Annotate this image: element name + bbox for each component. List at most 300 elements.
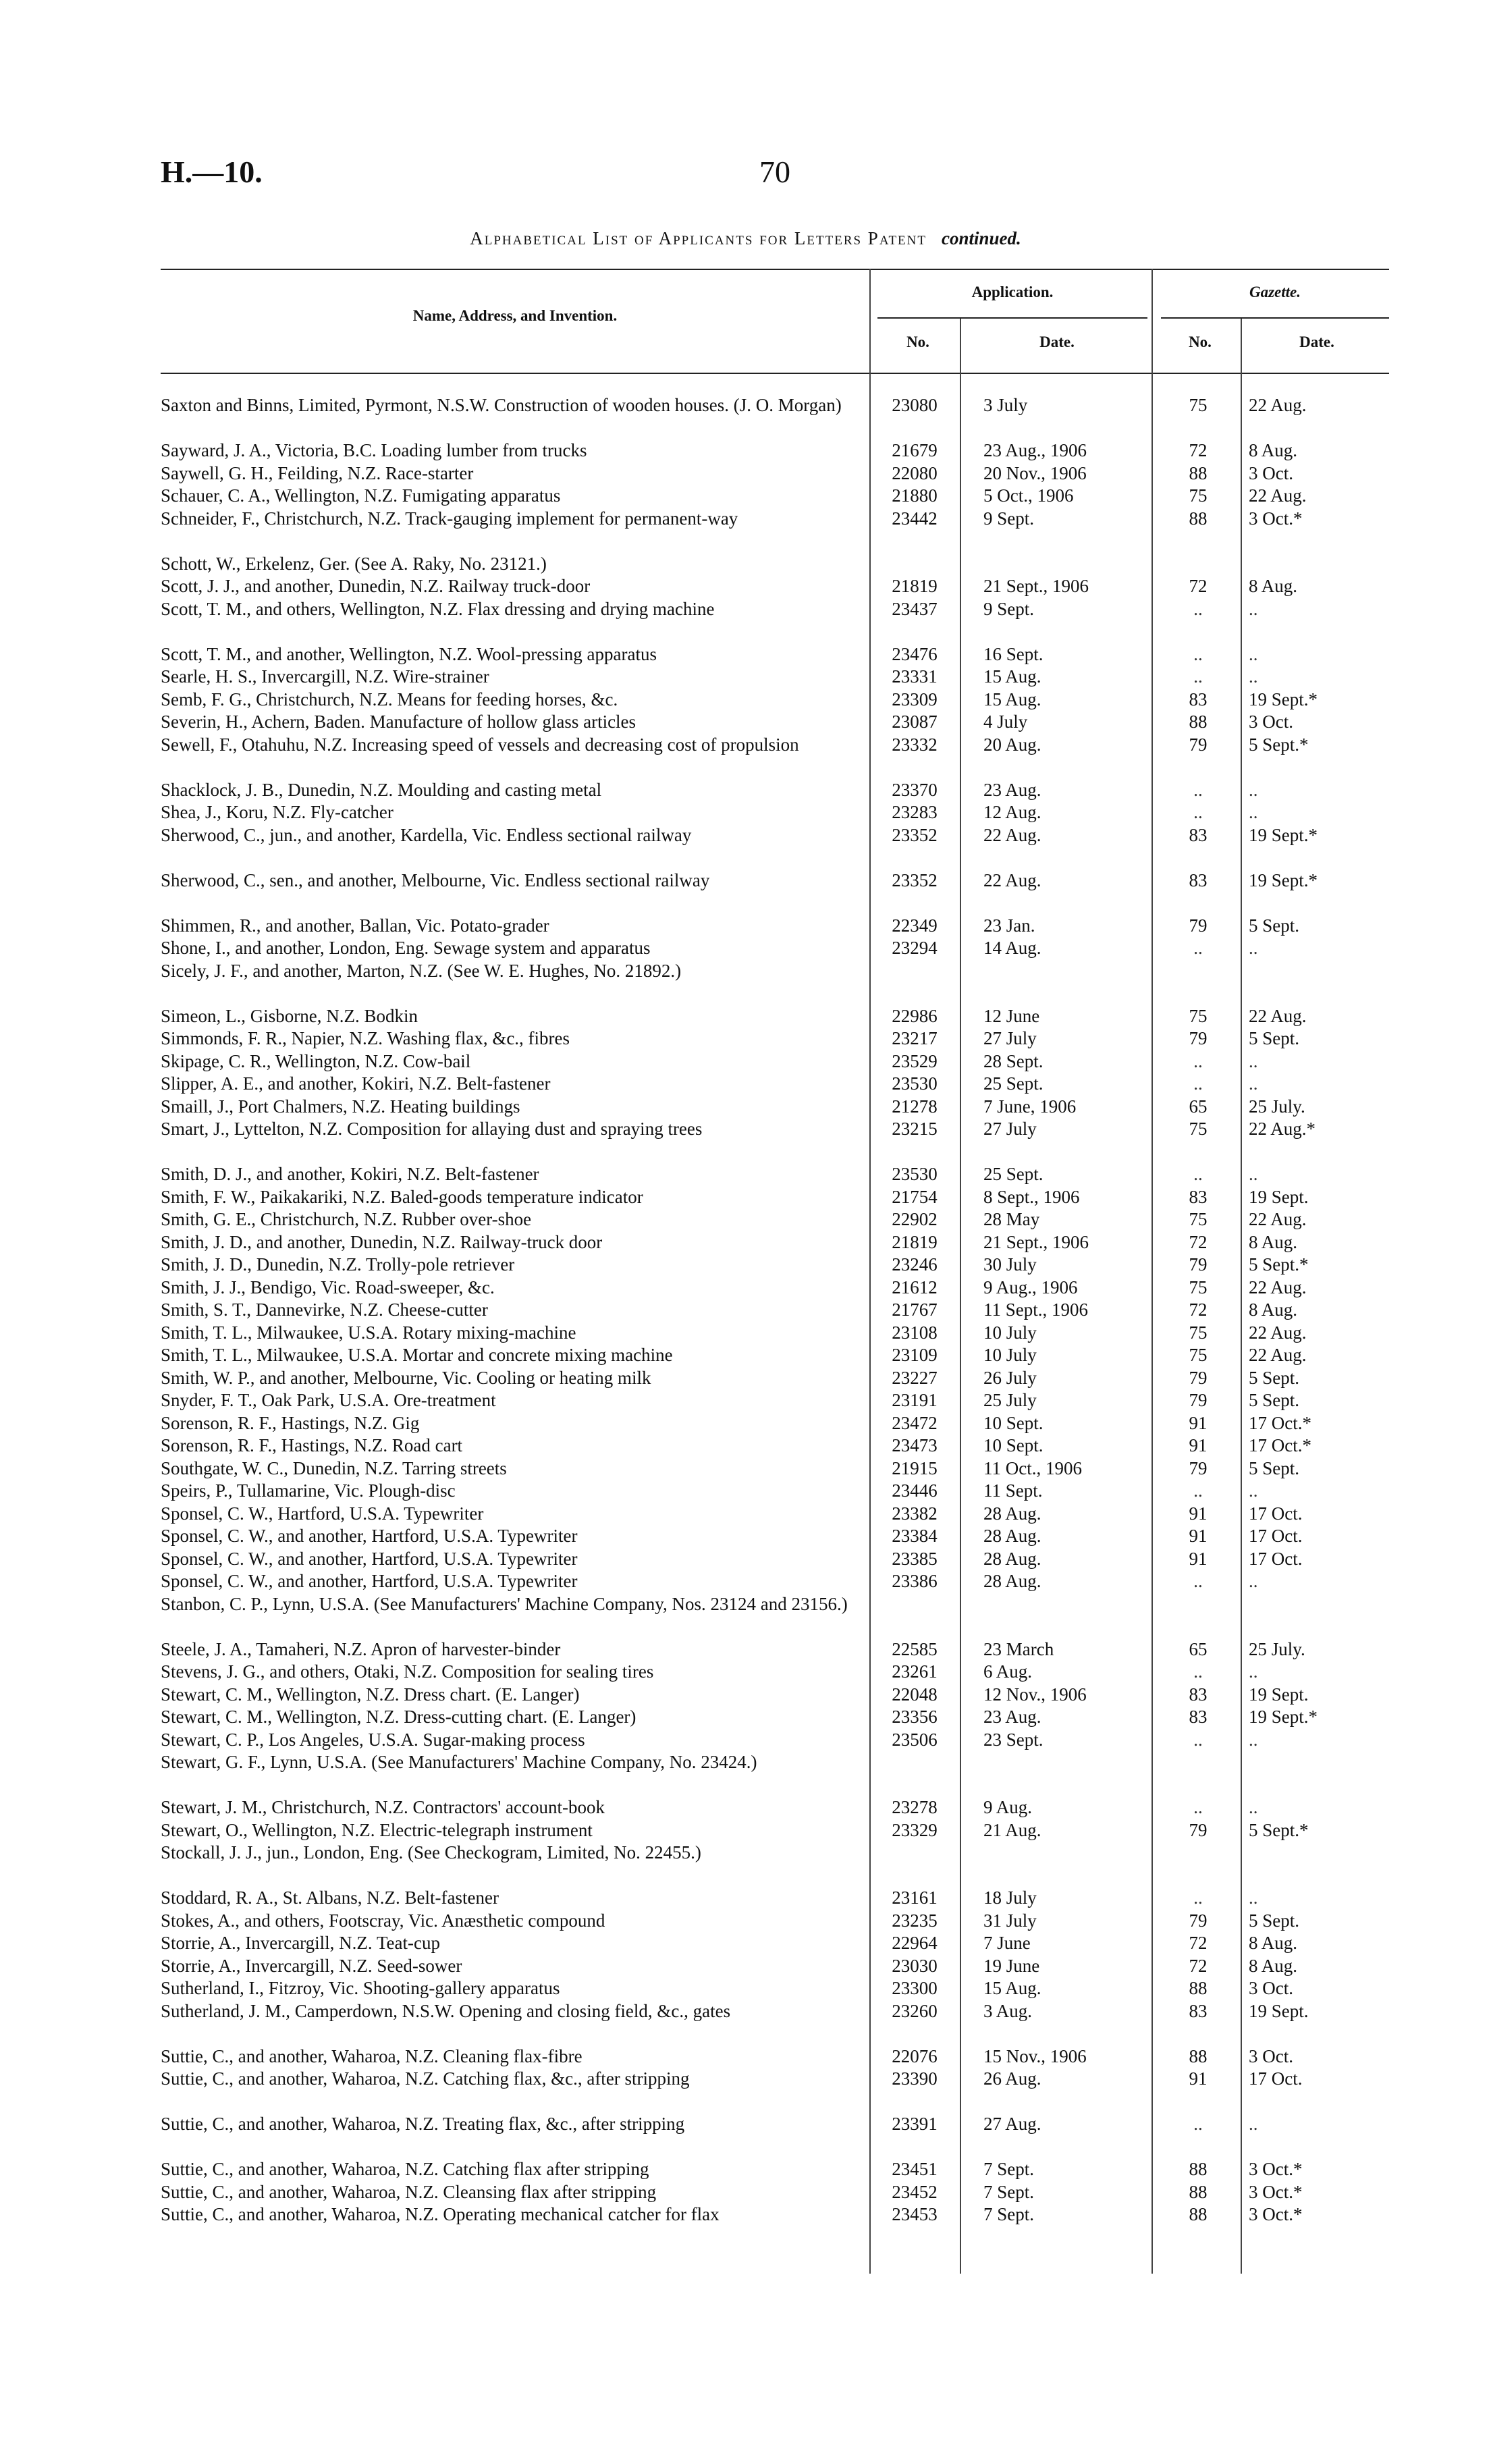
application-date: 11 Oct., 1906 (983, 1457, 1082, 1478)
application-date: 23 Aug., 1906 (983, 440, 1087, 460)
gazette-number: 79 (1189, 1254, 1208, 1275)
gazette-date: 3 Oct.* (1249, 2204, 1303, 2224)
gazette-number: .. (1193, 1571, 1203, 1591)
gazette-number: .. (1193, 1797, 1203, 1817)
gazette-number: 83 (1189, 1707, 1208, 1727)
entry-name (161, 553, 857, 575)
table-row (0, 2045, 1491, 2068)
entry-name-text: Severin, H., Achern, Baden. Manufacture of hollow glass articles (161, 712, 636, 732)
application-number: 23446 (892, 1480, 938, 1501)
gazette-number: 88 (1189, 2045, 1208, 2066)
gazette-date: .. (1249, 779, 1258, 800)
entry-name-text: Smith, T. L., Milwaukee, U.S.A. Mortar and concrete mixing machine (161, 1345, 673, 1365)
entry-name-text: Slipper, A. E., and another, Kokiri, N.Z. Belt-fastener (161, 1073, 551, 1094)
entry-name (161, 1729, 857, 1751)
application-date: 21 Sept., 1906 (983, 576, 1089, 596)
gazette-date: .. (1249, 1887, 1258, 1908)
entry-name-text: Smith, J. D., and another, Dunedin, N.Z. Railway-truck door (161, 1231, 603, 1252)
gazette-number: 88 (1189, 712, 1208, 732)
entry-name-text: Shimmen, R., and another, Ballan, Vic. Potato-grader (161, 915, 549, 936)
entry-name-text: Storrie, A., Invercargill, N.Z. Teat-cup (161, 1933, 440, 1953)
entry-name (161, 598, 857, 620)
entry-name-text: Simeon, L., Gisborne, N.Z. Bodkin (161, 1005, 418, 1026)
entry-name-text: Suttie, C., and another, Waharoa, N.Z. Cleaning flax-fibre (161, 2045, 582, 2066)
gazette-date: 22 Aug. (1249, 1277, 1307, 1297)
entry-name-text: Snyder, F. T., Oak Park, U.S.A. Ore-treatment (161, 1390, 496, 1410)
table-row (0, 1277, 1491, 1300)
application-number: 23530 (892, 1164, 938, 1184)
application-number: 22986 (892, 1005, 938, 1026)
application-number: 23331 (892, 666, 938, 687)
gazette-number: 88 (1189, 462, 1208, 483)
gazette-date: .. (1249, 2114, 1258, 2134)
table-row (0, 915, 1491, 938)
gazette-number: 83 (1189, 1186, 1208, 1207)
entry-name (161, 1435, 857, 1457)
entry-name (161, 1684, 857, 1706)
application-date: 10 July (983, 1322, 1037, 1343)
table-row (0, 1887, 1491, 1910)
table-row (0, 1525, 1491, 1548)
table-row (0, 2158, 1491, 2181)
gazette-date: 5 Sept. (1249, 1028, 1300, 1048)
entry-name-text: Smith, S. T., Dannevirke, N.Z. Cheese-cutter (161, 1300, 488, 1320)
entry-name (161, 1322, 857, 1344)
application-date: 15 Nov., 1906 (983, 2045, 1087, 2066)
application-number: 23529 (892, 1050, 938, 1071)
gazette-number: 88 (1189, 1978, 1208, 1998)
application-date: 28 Aug. (983, 1526, 1041, 1546)
entry-name (161, 485, 857, 507)
entry-name-text: Semb, F. G., Christchurch, N.Z. Means for feeding horses, &c. (161, 689, 618, 709)
application-date: 25 July (983, 1390, 1037, 1410)
gazette-number: .. (1193, 1661, 1203, 1682)
entry-name (161, 711, 857, 733)
application-number: 23080 (892, 395, 938, 415)
gazette-date: 19 Sept. (1249, 1684, 1309, 1705)
entry-name (161, 734, 857, 756)
application-number: 23352 (892, 824, 938, 845)
table-row (0, 1593, 1491, 1638)
application-date: 25 Sept. (983, 1073, 1043, 1094)
entry-name (161, 1955, 857, 1977)
entry-name (161, 1050, 857, 1073)
entry-name-text: Storrie, A., Invercargill, N.Z. Seed-sower (161, 1955, 462, 1976)
gazette-number: 83 (1189, 2000, 1208, 2021)
application-date: 18 July (983, 1887, 1037, 1908)
table-row (0, 1299, 1491, 1322)
gazette-number: .. (1193, 1480, 1203, 1501)
gazette-date: 3 Oct. (1249, 712, 1293, 732)
application-number: 21612 (892, 1277, 938, 1297)
table-row (0, 1932, 1491, 1955)
gazette-date: 22 Aug. (1249, 1209, 1307, 1229)
gazette-number: 75 (1189, 1119, 1208, 1139)
entry-name-text: Sorenson, R. F., Hastings, N.Z. Road cart (161, 1435, 463, 1455)
table-row (0, 1027, 1491, 1050)
application-date: 20 Aug. (983, 734, 1041, 755)
gazette-number: 75 (1189, 1209, 1208, 1229)
entry-name (161, 2181, 857, 2203)
gazette-number: 83 (1189, 1684, 1208, 1705)
gazette-number: 75 (1189, 1005, 1208, 1026)
gazette-date: 5 Sept.* (1249, 734, 1309, 755)
entry-name-text: Stewart, C. M., Wellington, N.Z. Dress chart. (E. Langer) (161, 1684, 580, 1705)
gazette-date: 5 Sept. (1249, 1390, 1300, 1410)
application-date: 30 July (983, 1254, 1037, 1275)
application-date: 31 July (983, 1910, 1037, 1931)
table-row (0, 734, 1491, 779)
table-row (0, 1955, 1491, 1978)
application-date: 15 Aug. (983, 666, 1041, 687)
header-gaz-no: No. (1189, 333, 1212, 350)
entry-name (161, 869, 857, 892)
table-row (0, 1050, 1491, 1073)
gazette-number: 88 (1189, 2181, 1208, 2202)
entry-name (161, 960, 857, 982)
gazette-date: .. (1249, 643, 1258, 664)
gazette-date: 19 Sept. (1249, 1186, 1309, 1207)
application-date: 25 Sept. (983, 1164, 1043, 1184)
entry-name-text: Stewart, C. M., Wellington, N.Z. Dress-cutting chart. (E. Langer) (161, 1707, 636, 1727)
gazette-date: 8 Aug. (1249, 576, 1298, 596)
application-number: 21880 (892, 485, 938, 506)
table-row (0, 439, 1491, 462)
entry-name-text: Stevens, J. G., and others, Otaki, N.Z. Composition for sealing tires (161, 1661, 654, 1682)
header-gaz-date: Date. (1299, 333, 1334, 350)
entry-name (161, 508, 857, 530)
gazette-number: 88 (1189, 508, 1208, 529)
gazette-date: .. (1249, 1661, 1258, 1682)
application-number: 23217 (892, 1028, 938, 1048)
entry-name-text: Stockall, J. J., jun., London, Eng. (See Checkogram, Limited, No. 22455.) (161, 1842, 701, 1863)
table-row (0, 2068, 1491, 2113)
gazette-number: 72 (1189, 440, 1208, 460)
entry-name-text: Sewell, F., Otahuhu, N.Z. Increasing speed of vessels and decreasing cost of propulsion (161, 734, 799, 755)
gazette-number: 75 (1189, 1322, 1208, 1343)
application-number: 21819 (892, 576, 938, 596)
application-date: 22 Aug. (983, 869, 1041, 890)
application-date: 7 Sept. (983, 2159, 1035, 2179)
gazette-number: 91 (1189, 1412, 1208, 1433)
entry-name (161, 1819, 857, 1842)
gazette-date: .. (1249, 1797, 1258, 1817)
table-row (0, 1684, 1491, 1707)
entry-name (161, 1186, 857, 1208)
application-date: 23 March (983, 1638, 1054, 1659)
entry-name (161, 1977, 857, 2000)
gazette-date: .. (1249, 1164, 1258, 1184)
entry-name-text: Sayward, J. A., Victoria, B.C. Loading lumber from trucks (161, 440, 587, 460)
application-number: 21915 (892, 1457, 938, 1478)
table-row (0, 1389, 1491, 1412)
application-number: 23530 (892, 1073, 938, 1094)
table-row (0, 1367, 1491, 1390)
gazette-date: 19 Sept. (1249, 2000, 1309, 2021)
gazette-number: 83 (1189, 824, 1208, 845)
list-title-text: Alphabetical List of Applicants for Letters Patent (470, 228, 927, 248)
table-row (0, 1096, 1491, 1119)
table-row (0, 1819, 1491, 1842)
application-date: 10 Sept. (983, 1435, 1043, 1455)
application-date: 16 Sept. (983, 643, 1043, 664)
entry-name-text: Suttie, C., and another, Waharoa, N.Z. Cleansing flax after stripping (161, 2181, 657, 2202)
gazette-date: 17 Oct. (1249, 2068, 1303, 2089)
application-number: 21767 (892, 1300, 938, 1320)
gazette-date: 5 Sept. (1249, 915, 1300, 936)
gazette-number: 72 (1189, 576, 1208, 596)
entry-name-text: Smith, T. L., Milwaukee, U.S.A. Rotary mixing-machine (161, 1322, 576, 1343)
application-date: 28 Aug. (983, 1548, 1041, 1569)
application-date: 9 Sept. (983, 598, 1035, 619)
table-row (0, 1254, 1491, 1277)
application-date: 9 Aug. (983, 1797, 1033, 1817)
gazette-number: 72 (1189, 1955, 1208, 1976)
entry-name (161, 1887, 857, 1909)
table-row (0, 2113, 1491, 2158)
table-row (0, 689, 1491, 712)
gazette-number: .. (1193, 1073, 1203, 1094)
gazette-number: 88 (1189, 2204, 1208, 2224)
gazette-date: 19 Sept.* (1249, 824, 1318, 845)
gazette-date: 22 Aug. (1249, 395, 1307, 415)
table-row (0, 1570, 1491, 1593)
entry-name-text: Southgate, W. C., Dunedin, N.Z. Tarring streets (161, 1457, 507, 1478)
application-number: 21679 (892, 440, 938, 460)
application-number: 23294 (892, 938, 938, 958)
gazette-date: 5 Sept.* (1249, 1254, 1309, 1275)
application-number: 23235 (892, 1910, 938, 1931)
application-date: 27 July (983, 1028, 1037, 1048)
application-number: 23161 (892, 1887, 938, 1908)
application-number: 23278 (892, 1797, 938, 1817)
entry-name-text: Stewart, C. P., Los Angeles, U.S.A. Sugar-making process (161, 1729, 585, 1750)
application-date: 21 Aug. (983, 1819, 1041, 1840)
application-date: 7 June, 1906 (983, 1096, 1077, 1117)
gazette-number: 72 (1189, 1300, 1208, 1320)
entry-name (161, 2068, 857, 2090)
gazette-number: 79 (1189, 1028, 1208, 1048)
gazette-date: 22 Aug. (1249, 485, 1307, 506)
application-number: 23437 (892, 598, 938, 619)
page-reference: H.—10. (161, 155, 263, 189)
header-application: Application. (971, 284, 1054, 300)
table-row (0, 666, 1491, 689)
gazette-date: 17 Oct.* (1249, 1435, 1311, 1455)
entry-name (161, 1796, 857, 1819)
entry-name (161, 1163, 857, 1185)
gazette-date: 19 Sept.* (1249, 869, 1318, 890)
entry-name-text: Sponsel, C. W., Hartford, U.S.A. Typewriter (161, 1503, 484, 1524)
table-row (0, 1796, 1491, 1819)
gazette-date: 17 Oct.* (1249, 1412, 1311, 1433)
table-row (0, 1005, 1491, 1028)
application-date: 3 July (983, 395, 1028, 415)
application-number: 23356 (892, 1707, 938, 1727)
entry-name-text: Sponsel, C. W., and another, Hartford, U.S.A. Typewriter (161, 1548, 578, 1569)
table-row (0, 1208, 1491, 1231)
application-date: 27 July (983, 1119, 1037, 1139)
entry-name (161, 1367, 857, 1389)
table-row (0, 1910, 1491, 1933)
application-date: 11 Sept., 1906 (983, 1300, 1088, 1320)
entry-name (161, 2045, 857, 2068)
entry-name (161, 1525, 857, 1547)
gazette-number: 75 (1189, 1277, 1208, 1297)
application-date: 27 Aug. (983, 2114, 1041, 2134)
application-date: 23 Aug. (983, 1707, 1041, 1727)
application-number: 22349 (892, 915, 938, 936)
gazette-number: 65 (1189, 1096, 1208, 1117)
entry-name-text: Sutherland, J. M., Camperdown, N.S.W. Opening and closing field, &c., gates (161, 2000, 731, 2021)
gazette-number: .. (1193, 1887, 1203, 1908)
application-number: 22585 (892, 1638, 938, 1659)
gazette-date: .. (1249, 938, 1258, 958)
gazette-date: .. (1249, 1073, 1258, 1094)
table-row (0, 1163, 1491, 1186)
gazette-number: 91 (1189, 1503, 1208, 1524)
entry-name-text: Sutherland, I., Fitzroy, Vic. Shooting-gallery apparatus (161, 1978, 560, 1998)
gazette-number: .. (1193, 779, 1203, 800)
gazette-date: 22 Aug. (1249, 1345, 1307, 1365)
entry-name (161, 1910, 857, 1932)
application-date: 28 May (983, 1209, 1040, 1229)
table-row (0, 394, 1491, 439)
application-number: 23385 (892, 1548, 938, 1569)
table-row (0, 1186, 1491, 1209)
application-number: 22964 (892, 1933, 938, 1953)
application-number: 23352 (892, 869, 938, 890)
entry-name-text: Stoddard, R. A., St. Albans, N.Z. Belt-fastener (161, 1887, 499, 1908)
application-number: 23473 (892, 1435, 938, 1455)
header-app-no: No. (906, 333, 929, 350)
entry-name-text: Saywell, G. H., Feilding, N.Z. Race-starter (161, 462, 474, 483)
table-row (0, 1977, 1491, 2000)
table-row (0, 508, 1491, 553)
entry-name (161, 1593, 857, 1615)
application-number: 22902 (892, 1209, 938, 1229)
application-number: 23261 (892, 1661, 938, 1682)
entry-name-text: Scott, T. M., and others, Wellington, N.Z. Flax dressing and drying machine (161, 598, 715, 619)
table-row (0, 869, 1491, 915)
entry-name (161, 1005, 857, 1027)
entry-name (161, 1389, 857, 1412)
application-number: 22080 (892, 462, 938, 483)
gazette-number: .. (1193, 598, 1203, 619)
entry-name-text: Schott, W., Erkelenz, Ger. (See A. Raky, No. 23121.) (161, 553, 547, 574)
table-row (0, 1480, 1491, 1503)
entry-name (161, 1096, 857, 1118)
entry-name (161, 1457, 857, 1480)
application-date: 9 Aug., 1906 (983, 1277, 1078, 1297)
gazette-number: .. (1193, 643, 1203, 664)
entry-name-text: Suttie, C., and another, Waharoa, N.Z. Operating mechanical catcher for flax (161, 2204, 720, 2224)
gazette-number: 79 (1189, 1819, 1208, 1840)
table-row (0, 643, 1491, 666)
gazette-number: .. (1193, 1164, 1203, 1184)
gazette-date: 25 July. (1249, 1096, 1305, 1117)
entry-name (161, 1480, 857, 1502)
application-date: 12 Aug. (983, 802, 1041, 822)
application-date: 28 Aug. (983, 1571, 1041, 1591)
application-date: 11 Sept. (983, 1480, 1043, 1501)
entry-name-text: Stokes, A., and others, Footscray, Vic. Anæsthetic compound (161, 1910, 605, 1931)
gazette-number: .. (1193, 666, 1203, 687)
entry-name (161, 1027, 857, 1050)
application-date: 22 Aug. (983, 824, 1041, 845)
entry-name-text: Smith, D. J., and another, Kokiri, N.Z. Belt-fastener (161, 1164, 539, 1184)
application-date: 23 Jan. (983, 915, 1035, 936)
entry-name-text: Sorenson, R. F., Hastings, N.Z. Gig (161, 1412, 420, 1433)
application-number: 22076 (892, 2045, 938, 2066)
gazette-date: 3 Oct. (1249, 462, 1293, 483)
gazette-date: 8 Aug. (1249, 1933, 1298, 1953)
table-row (0, 485, 1491, 508)
application-date: 12 Nov., 1906 (983, 1684, 1087, 1705)
entry-name-text: Smaill, J., Port Chalmers, N.Z. Heating buildings (161, 1096, 520, 1117)
entry-name (161, 575, 857, 597)
application-date: 3 Aug. (983, 2000, 1033, 2021)
entry-name (161, 1118, 857, 1140)
entry-name (161, 1208, 857, 1231)
application-date: 4 July (983, 712, 1028, 732)
application-number: 23300 (892, 1978, 938, 1998)
table-row (0, 1412, 1491, 1435)
entry-name (161, 666, 857, 688)
gazette-number: 91 (1189, 1548, 1208, 1569)
gazette-number: 79 (1189, 1367, 1208, 1388)
table-row (0, 801, 1491, 824)
gazette-date: .. (1249, 1571, 1258, 1591)
application-number: 23283 (892, 802, 938, 822)
entry-name-text: Smith, J. D., Dunedin, N.Z. Trolly-pole retriever (161, 1254, 515, 1275)
gazette-date: .. (1249, 802, 1258, 822)
table-row (0, 1842, 1491, 1887)
entry-name-text: Skipage, C. R., Wellington, N.Z. Cow-bail (161, 1050, 471, 1071)
table-row (0, 1548, 1491, 1571)
gazette-number: 72 (1189, 1933, 1208, 1953)
gazette-number: 83 (1189, 869, 1208, 890)
gazette-date: 5 Sept. (1249, 1910, 1300, 1931)
gazette-date: .. (1249, 1480, 1258, 1501)
entry-name-text: Smith, J. J., Bendigo, Vic. Road-sweeper, &c. (161, 1277, 495, 1297)
entry-name (161, 1751, 857, 1773)
entry-name (161, 801, 857, 824)
application-number: 23191 (892, 1390, 938, 1410)
entry-name (161, 1277, 857, 1299)
application-number: 23472 (892, 1412, 938, 1433)
application-date: 8 Sept., 1906 (983, 1186, 1080, 1207)
entry-name (161, 779, 857, 801)
gazette-date: .. (1249, 1729, 1258, 1750)
application-number: 23476 (892, 643, 938, 664)
gazette-date: .. (1249, 1050, 1258, 1071)
application-number: 23087 (892, 712, 938, 732)
entry-name (161, 462, 857, 485)
table-row (0, 1344, 1491, 1367)
entry-name-text: Sponsel, C. W., and another, Hartford, U.S.A. Typewriter (161, 1571, 578, 1591)
application-date: 6 Aug. (983, 1661, 1033, 1682)
entry-name-text: Searle, H. S., Invercargill, N.Z. Wire-strainer (161, 666, 489, 687)
application-number: 23453 (892, 2204, 938, 2224)
page-number: 70 (759, 155, 790, 189)
application-date: 20 Nov., 1906 (983, 462, 1087, 483)
gazette-date: 3 Oct.* (1249, 508, 1303, 529)
application-number: 23370 (892, 779, 938, 800)
gazette-number: 79 (1189, 734, 1208, 755)
entry-name (161, 915, 857, 937)
gazette-number: 65 (1189, 1638, 1208, 1659)
